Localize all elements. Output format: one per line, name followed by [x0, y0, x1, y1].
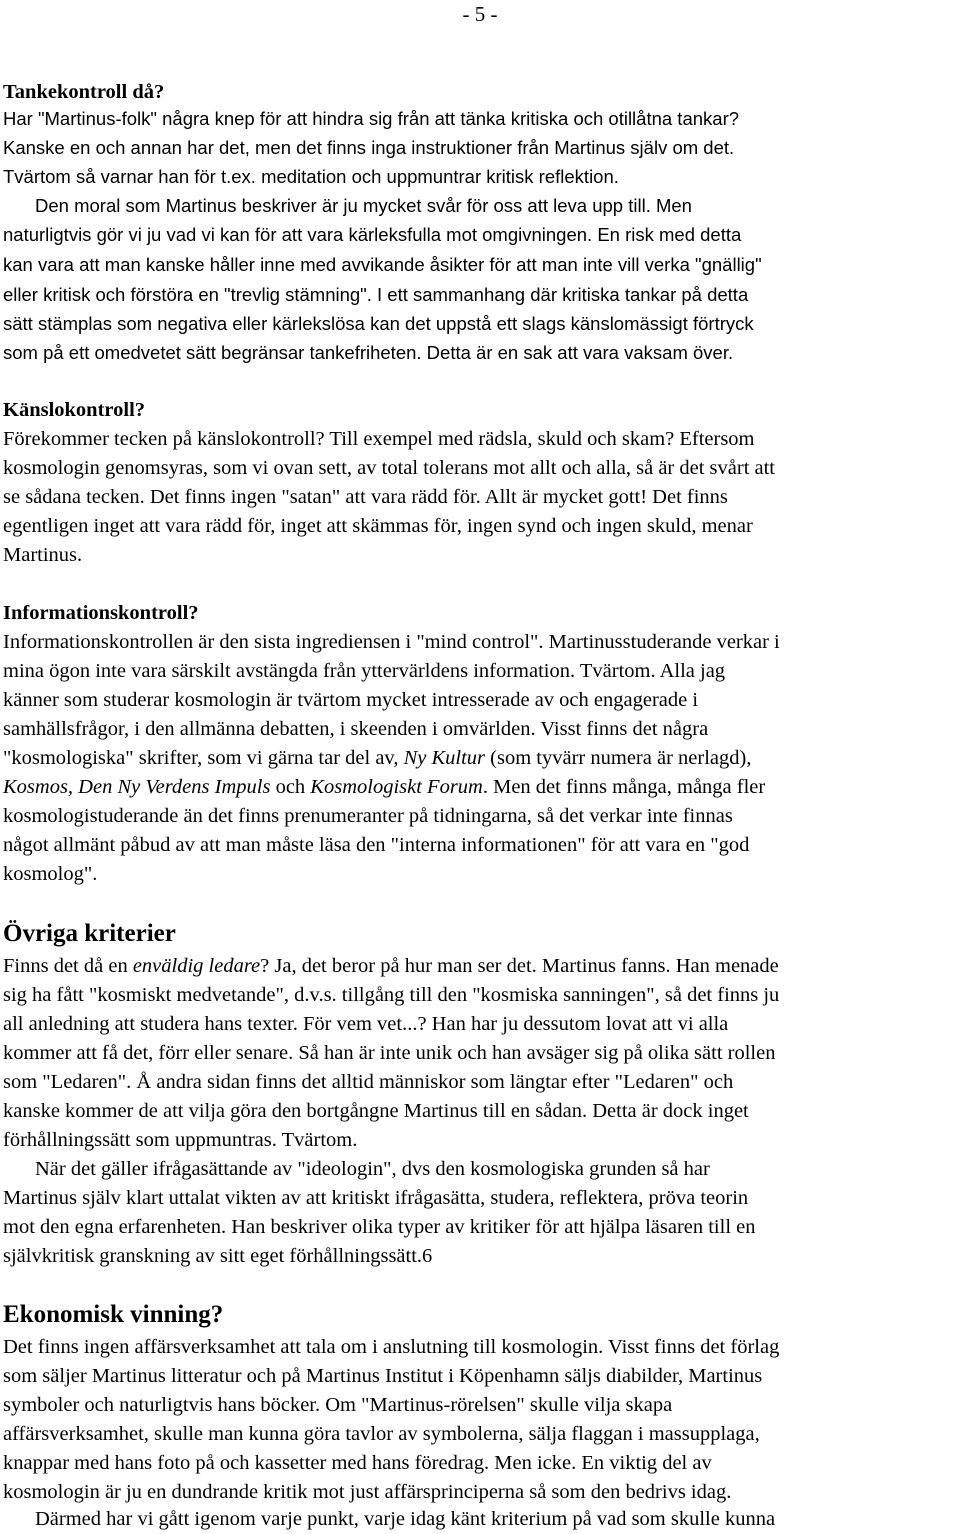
text-line: som säljer Martinus litteratur och på Martinus Institut i Köpenhamn säljs diabilder, Martinus — [3, 1365, 763, 1387]
text-line: Förekommer tecken på känslokontroll? Till exempel med rädsla, skuld och skam? Eftersom — [3, 428, 755, 450]
text-segment: . Men det finns många, många fler — [482, 776, 766, 798]
text-line: knappar med hans foto på och kassetter med hans föredrag. Men icke. En viktig del av — [3, 1452, 712, 1474]
text-line: naturligtvis gör vi ju vad vi kan för att vara kärleksfulla mot omgivningen. En risk med detta — [3, 224, 742, 245]
section-heading: Känslokontroll? — [3, 399, 146, 421]
text-line: kosmologin genomsyras, som vi ovan sett, av total tolerans mot allt och alla, så är det svårt att — [3, 457, 776, 479]
text-line: mina ögon inte vara särskilt avstängda från yttervärldens information. Tvärtom. Alla jag — [3, 660, 726, 682]
text-line: kosmologistuderande än det finns prenumeranter på tidningarna, så det verkar inte finnas — [3, 805, 733, 827]
text-segment: ? Ja, det beror på hur man ser det. Martinus fanns. Han menade — [260, 955, 779, 977]
text-line — [3, 744, 751, 773]
text-line: som "Ledaren". Å andra sidan finns det alltid människor som längtar efter "Ledaren" och — [3, 1071, 734, 1093]
text-line: Informationskontrollen är den sista ingrediensen i "mind control". Martinusstuderande verkar i — [3, 631, 780, 653]
text-line: sätt stämplas som negativa eller kärlekslösa kan det uppstå ett slags känslomässigt förtryck — [3, 313, 754, 334]
text-line: När det gäller ifrågasättande av "ideologin", dvs den kosmologiska grunden så har — [35, 1158, 710, 1180]
text-line — [3, 952, 779, 981]
text-line: egentligen inget att vara rädd för, inget att skämmas för, ingen synd och ingen skuld, menar — [3, 515, 753, 537]
text-segment: "kosmologiska" skrifter, som vi gärna tar del av, — [3, 747, 404, 769]
text-line: självkritisk granskning av sitt eget förhållningssätt.6 — [3, 1245, 433, 1267]
text-segment: och — [270, 776, 311, 798]
text-line: affärsverksamhet, skulle man kunna göra tavlor av symbolerna, sälja flaggan i massupplaga, — [3, 1423, 760, 1445]
text-line: sig ha fått "kosmiskt medvetande", d.v.s. tillgång till den "kosmiska sanningen", så det finns ju — [3, 984, 780, 1006]
text-line: mot den egna erfarenheten. Han beskriver olika typer av kritiker för att hjälpa läsaren till en — [3, 1216, 756, 1238]
text-line: symboler och naturligtvis hans böcker. Om "Martinus-rörelsen" skulle vilja skapa — [3, 1394, 673, 1416]
text-line: något allmänt påbud av att man måste läsa den "interna informationen" för att vara en "god — [3, 834, 750, 856]
text-line: Därmed har vi gått igenom varje punkt, varje idag känt kriterium på vad som skulle kunna — [35, 1508, 776, 1530]
section-heading: Övriga kriterier — [3, 920, 176, 947]
text-segment: (som tyvärr numera är nerlagd), — [485, 747, 752, 769]
text-line: kanske kommer de att vilja göra den bortgångne Martinus till en sådan. Detta är dock inget — [3, 1100, 749, 1122]
text-line: Kanske en och annan har det, men det finns inga instruktioner från Martinus själv om det. — [3, 137, 735, 158]
text-line: se sådana tecken. Det finns ingen "satan" att vara rädd för. Allt är mycket gott! Det finns — [3, 486, 728, 508]
text-line: Det finns ingen affärsverksamhet att tala om i anslutning till kosmologin. Visst finns det förlag — [3, 1336, 780, 1358]
text-line: kosmologin är ju en dundrande kritik mot just affärsprinciperna så som den bedrivs idag. — [3, 1481, 732, 1503]
text-line: Martinus. — [3, 544, 83, 566]
text-line: förhållningssätt som uppmuntras. Tvärtom. — [3, 1129, 358, 1151]
text-line: Tvärtom så varnar han för t.ex. meditation och uppmuntrar kritisk reflektion. — [3, 166, 619, 187]
italic-title: enväldig ledare — [132, 955, 261, 977]
text-line: all anledning att studera hans texter. För vem vet...? Han har ju dessutom lovat att vi alla — [3, 1013, 729, 1035]
text-line: samhällsfrågor, i den allmänna debatten, i skeenden i omvärlden. Visst finns det några — [3, 718, 709, 740]
text-line: kan vara att man kanske håller inne med avvikande åsikter för att man inte vill verka "gnällig" — [3, 254, 762, 275]
text-line: Den moral som Martinus beskriver är ju mycket svår för oss att leva upp till. Men — [35, 195, 692, 216]
text-line — [3, 773, 765, 802]
text-line: som på ett omedvetet sätt begränsar tankefriheten. Detta är en sak att vara vaksam över. — [3, 342, 734, 363]
text-segment: Finns det då en — [3, 955, 133, 977]
page-number: - 5 - — [462, 2, 498, 26]
text-line: Har "Martinus-folk" några knep för att hindra sig från att tänka kritiska och otillåtna tankar? — [3, 108, 740, 129]
text-line: kosmolog". — [3, 863, 98, 885]
text-line: kommer att få det, förr eller senare. Så han är inte unik och han avsäger sig på olika sätt rollen — [3, 1042, 776, 1064]
section-heading: Ekonomisk vinning? — [3, 1301, 224, 1328]
text-line: Martinus själv klart uttalat vikten av att kritiskt ifrågasätta, studera, reflektera, pröva teorin — [3, 1187, 749, 1209]
italic-title: Kosmos, Den Ny Verdens Impuls — [3, 776, 271, 798]
text-line: känner som studerar kosmologin är tvärtom mycket intresserade av och engagerade i — [3, 689, 699, 711]
section-heading: Informationskontroll? — [3, 602, 199, 624]
italic-title: Ny Kultur — [403, 747, 486, 769]
section-heading: Tankekontroll då? — [3, 81, 165, 103]
text-line: eller kritisk och förstöra en "trevlig stämning". I ett sammanhang där kritiska tankar på detta — [3, 284, 749, 305]
italic-title: Kosmologiskt Forum — [310, 776, 483, 798]
